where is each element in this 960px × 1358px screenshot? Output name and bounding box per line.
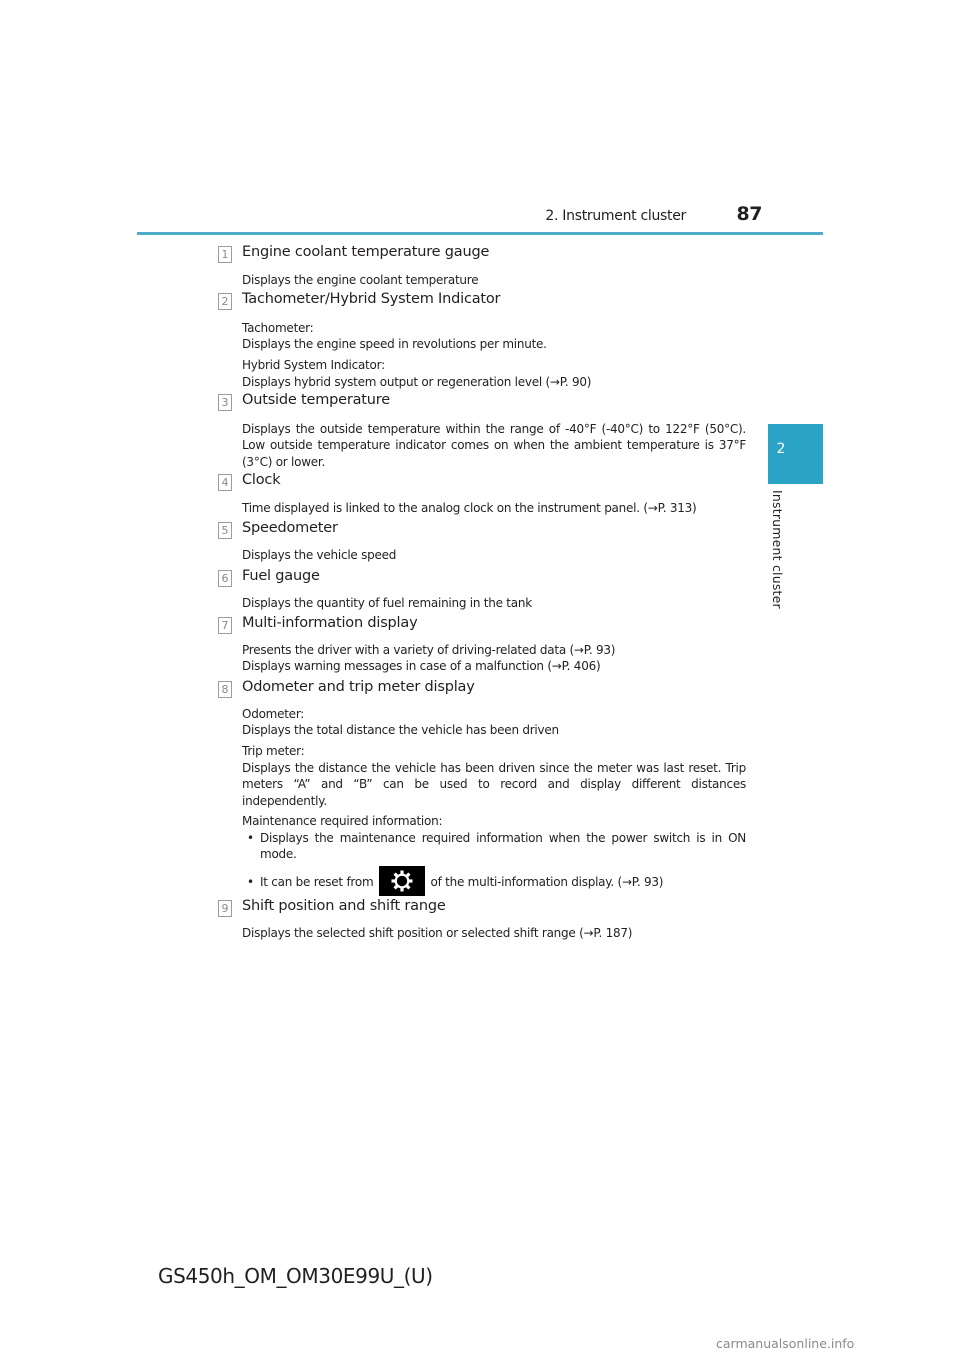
item-description [242,642,746,675]
description-line: Displays the vehicle speed [242,548,397,562]
item-description [242,925,746,941]
description-line: Maintenance required information: [242,814,443,829]
description-line: Displays the engine speed in revolutions per minute. [242,337,547,352]
description-line: Trip meter: [242,744,305,759]
item-title: Odometer and trip meter display [242,679,475,695]
bullet-text: Displays the maintenance required information when the power switch is in ON mode. [260,830,746,862]
bullet-text: It can be reset from [260,874,374,889]
bullet-text: of the multi-information display. (→P. 93) [430,874,664,889]
page-number: 87 [736,203,762,225]
chapter-number: 2 [776,441,786,457]
chapter-tab-rule [768,483,823,484]
bullet-item: • Displays the maintenance required information when the power switch is in ON mode. [247,830,746,862]
item-title: Fuel gauge [242,568,320,584]
item-title: Speedometer [242,520,338,536]
item-number: 5 [218,522,232,539]
item-number: 4 [218,474,232,491]
description-line: Time displayed is linked to the analog clock on the instrument panel. (→P. 313) [242,501,697,515]
item-description [242,320,746,390]
description-line: Displays the engine coolant temperature [242,273,479,287]
description-line: Displays the selected shift position or selected shift range (→P. 187) [242,926,633,940]
document-code: GS450h_OM_OM30E99U_(U) [158,1264,433,1288]
chapter-tab [768,424,823,483]
item-title: Tachometer/Hybrid System Indicator [242,291,501,307]
item-number: 3 [218,394,232,411]
item-number: 2 [218,293,232,310]
item-description [242,421,746,470]
item-description [242,272,746,288]
description-line: Displays the outside temperature within the range of -40°F (-40°C) to 122°F (50°C). Low outside temperature indicator comes on when the ambient temperature is 37°F (3°C) or lower. [242,422,746,469]
page-header [0,0,960,240]
item-title: Clock [242,472,281,488]
bullet-item: • It can be reset from of the multi-information display. (→P. 93) [242,867,746,898]
section-title: 2. Instrument cluster [545,208,686,224]
gear-settings-icon [379,866,425,896]
watermark: carmanualsonline.info [716,1336,855,1351]
description-line: Displays hybrid system output or regeneration level (→P. 90) [242,374,592,389]
item-number: 7 [218,617,232,634]
item-number: 1 [218,246,232,263]
item-description [242,595,746,611]
chapter-label: Instrument cluster [770,490,785,609]
description-line: Displays the distance the vehicle has been driven since the meter was last reset. Trip meters “A” and “B” can be used to record and display different distances independently. [242,760,746,808]
header-rule [137,232,823,235]
item-title: Outside temperature [242,392,390,408]
item-number: 8 [218,681,232,698]
item-description [242,706,746,897]
description-line: Odometer: [242,707,305,721]
item-number: 9 [218,900,232,917]
description-line: Displays the quantity of fuel remaining in the tank [242,596,532,610]
item-description [242,547,746,563]
description-line: Presents the driver with a variety of driving-related data (→P. 93) [242,643,616,657]
item-title: Shift position and shift range [242,898,446,914]
item-title: Engine coolant temperature gauge [242,244,490,260]
description-line: Displays the total distance the vehicle has been driven [242,723,559,738]
description-line: Displays warning messages in case of a malfunction (→P. 406) [242,659,601,674]
item-description [242,500,746,516]
description-line: Hybrid System Indicator: [242,358,385,373]
description-line: Tachometer: [242,321,314,335]
item-number: 6 [218,570,232,587]
item-title: Multi-information display [242,615,418,631]
